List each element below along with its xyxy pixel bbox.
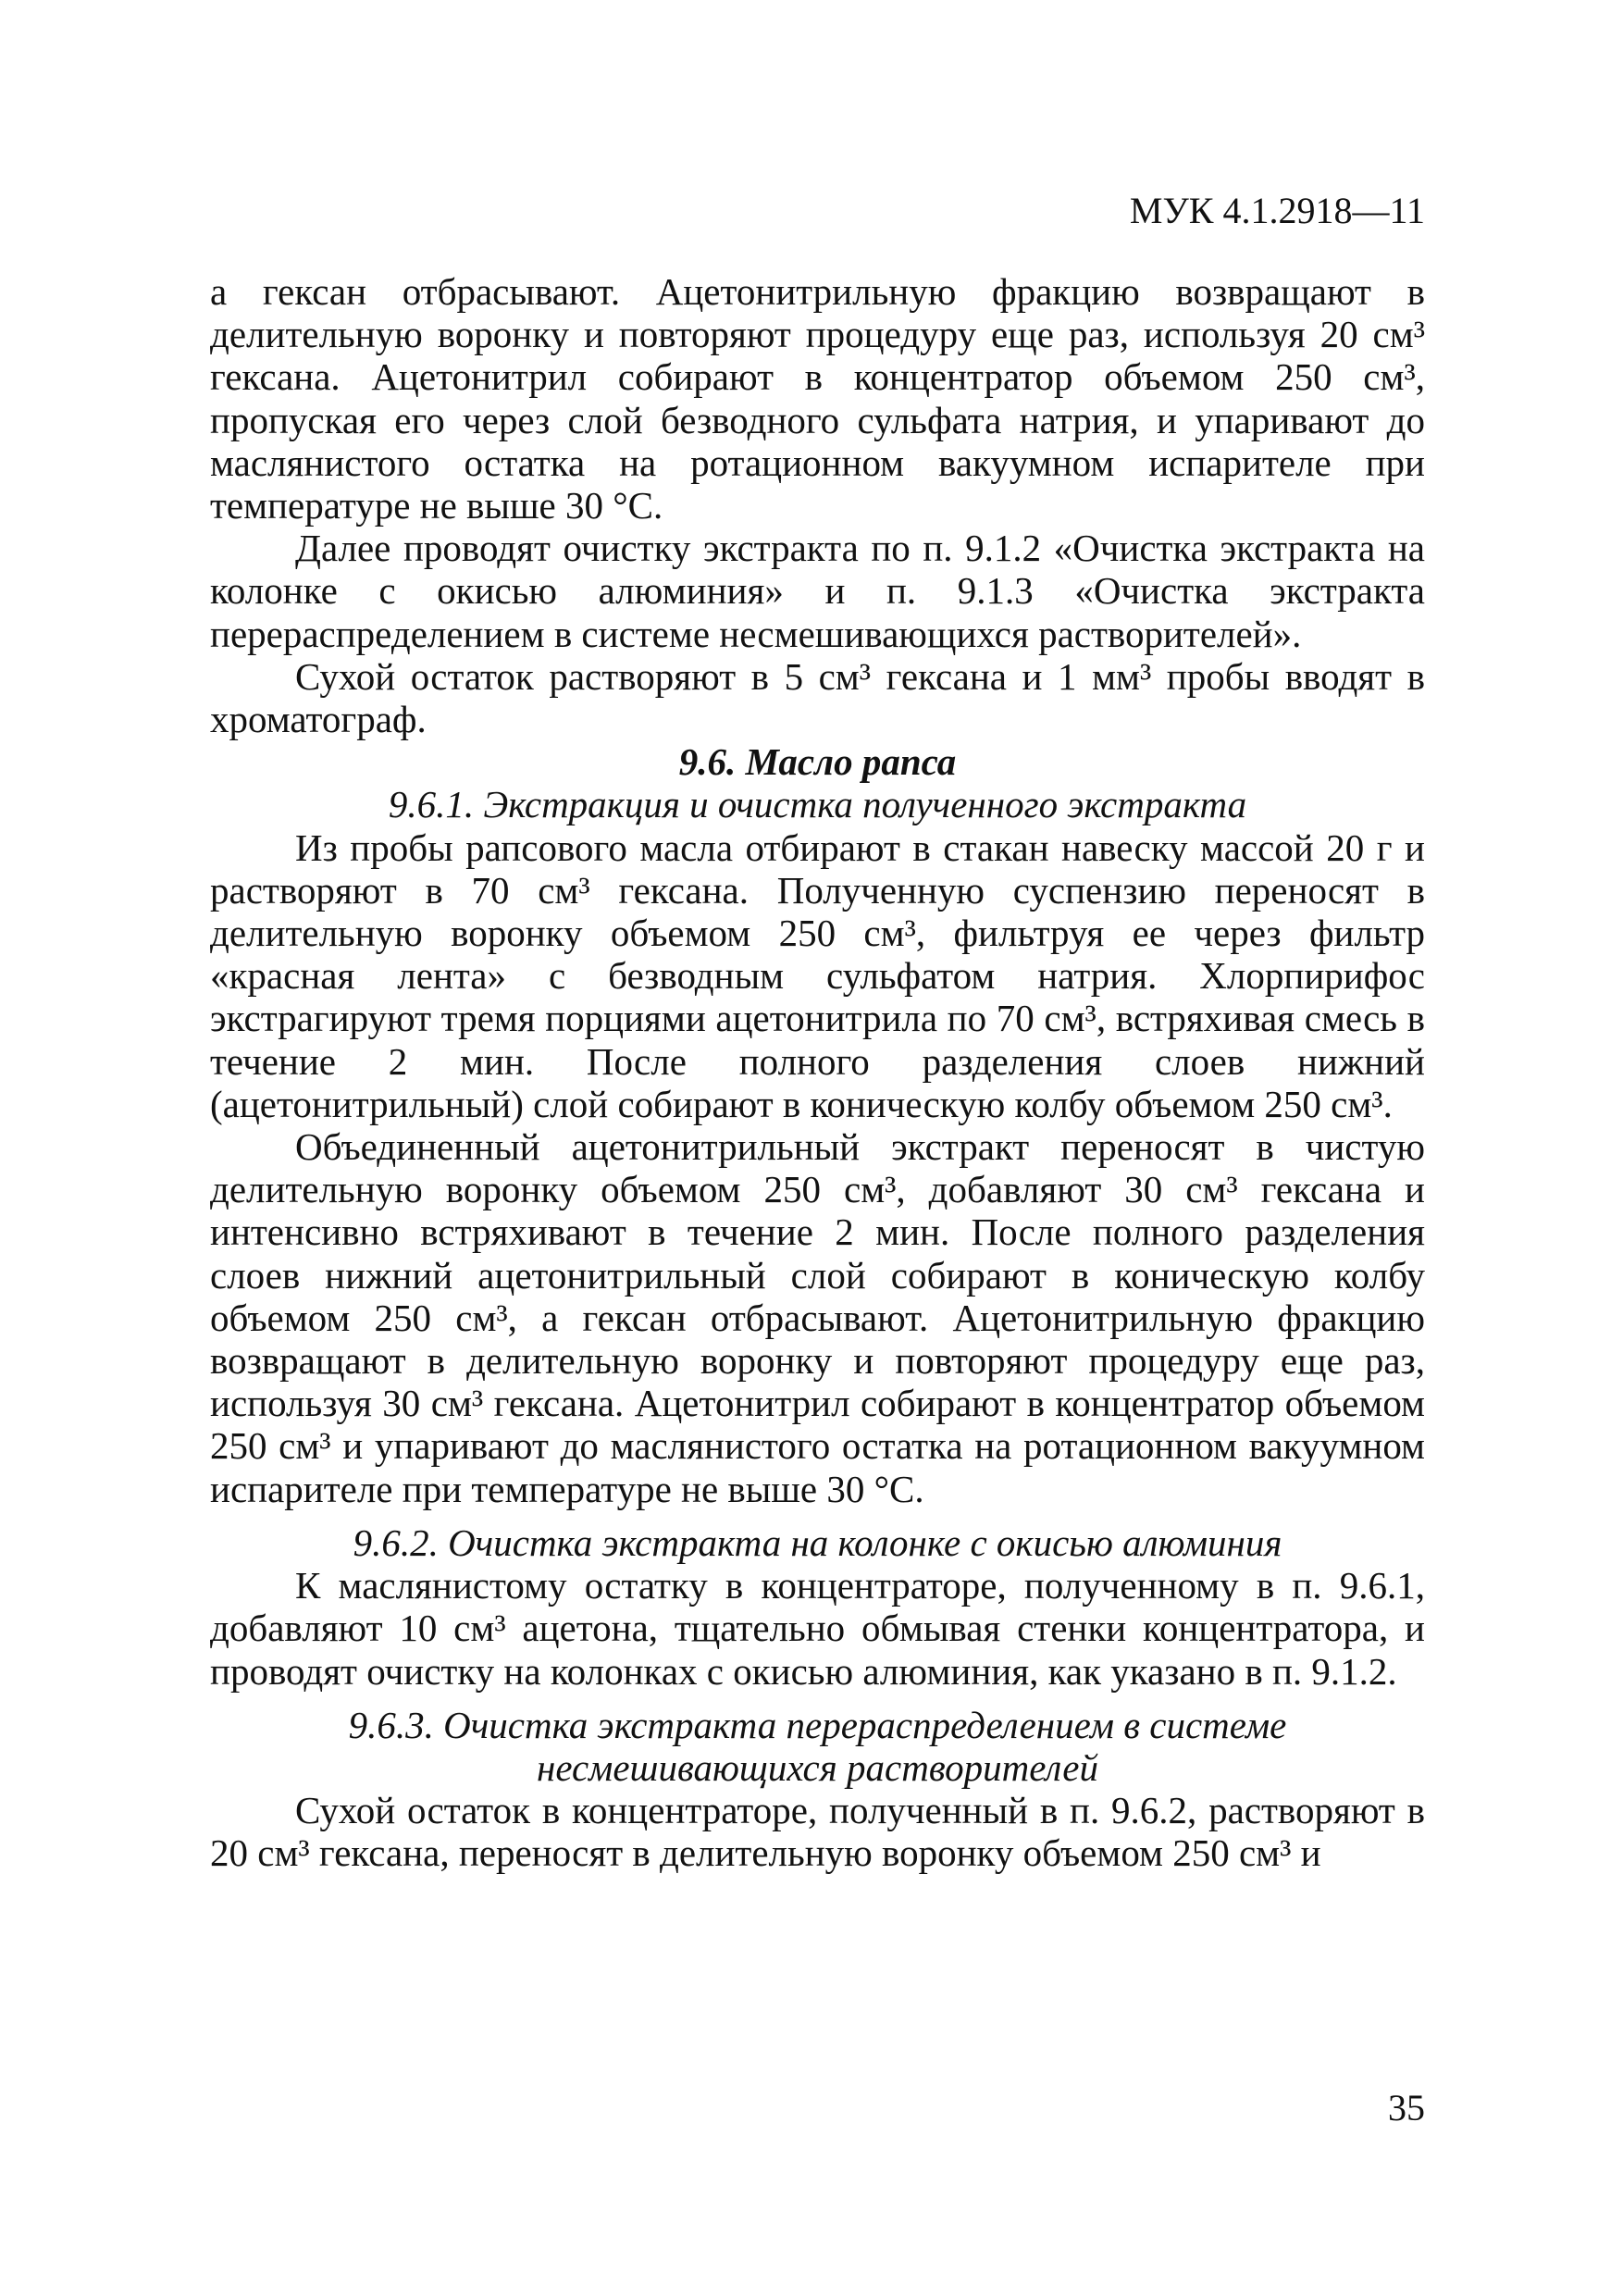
paragraph-extraction: Из пробы рапсового масла отбирают в стакан навеску массой 20 г и растворяют в 70 см³ гексана. Полученную суспензию переносят в делительную воронку объемом 250 см³, фильтруя ее через фильтр «красная лента» с безводным сульфатом натрия. Хлорпирифос экстрагируют тремя порциями ацетонитрила по 70 см³, встряхивая смесь в течение 2 мин. После полного разделения слоев нижний (ацетонитрильный) слой собирают в коническую колбу объемом 250 см³. bbox=[210, 825, 1425, 1125]
section-heading-9-6: 9.6. Масло рапса bbox=[678, 740, 957, 784]
subsection-heading-9-6-1: 9.6.1. Экстракция и очистка полученного экстракта bbox=[388, 783, 1247, 826]
subsection-heading-9-6-3-line2: несмешивающихся растворителей bbox=[536, 1745, 1098, 1789]
paragraph-dry-residue: Сухой остаток растворяют в 5 см³ гексана и 1 мм³ пробы вводят в хроматограф. bbox=[210, 654, 1425, 741]
paragraph-alumina-cleanup: К маслянистому остатку в концентраторе, полученному в п. 9.6.1, добавляют 10 см³ ацетона, тщательно обмывая стенки концентратора, и проводят очистку на колонках с окисью алюминия, как указано в п. 9.1.2. bbox=[210, 1564, 1425, 1693]
subsection-heading-9-6-3-line1: 9.6.3. Очистка экстракта перераспределением в системе bbox=[348, 1703, 1287, 1746]
page-body bbox=[210, 270, 1425, 1875]
page-number: 35 bbox=[1388, 2087, 1425, 2128]
paragraph-combined-extract: Объединенный ацетонитрильный экстракт переносят в чистую делительную воронку объемом 250 см³, добавляют 30 см³ гексана и интенсивно встряхивают в течение 2 мин. После полного разделения слоев нижний ацетонитрильный слой собирают в коническую колбу объемом 250 см³, а гексан отбрасывают. Ацетонитрильную фракцию возвращают в делительную воронку и повторяют процедуру еще раз, используя 30 см³ гексана. Ацетонитрил собирают в концентратор объемом 250 см³ и упаривают до маслянистого остатка на ротационном вакуумном испарителе при температуре не выше 30 °С. bbox=[210, 1125, 1425, 1510]
subsection-heading-9-6-2: 9.6.2. Очистка экстракта на колонке с окисью алюминия bbox=[353, 1520, 1282, 1564]
document-code: МУК 4.1.2918—11 bbox=[1129, 190, 1425, 231]
paragraph-partition: Сухой остаток в концентраторе, полученный в п. 9.6.2, растворяют в 20 см³ гексана, переносят в делительную воронку объемом 250 см³ и bbox=[210, 1789, 1425, 1875]
paragraph-continuation: а гексан отбрасывают. Ацетонитрильную фракцию возвращают в делительную воронку и повторяют процедуру еще раз, используя 20 см³ гексана. Ацетонитрил собирают в концентратор объемом 250 см³, пропуская его через слой безводного сульфата натрия, и упаривают до маслянистого остатка на ротационном вакуумном испарителе при температуре не выше 30 °С. bbox=[210, 270, 1425, 527]
paragraph-cleanup-reference: Далее проводят очистку экстракта по п. 9.1.2 «Очистка экстракта на колонке с окисью алюминия» и п. 9.1.3 «Очистка экстракта перераспределением в системе несмешивающихся растворителей». bbox=[210, 527, 1425, 655]
